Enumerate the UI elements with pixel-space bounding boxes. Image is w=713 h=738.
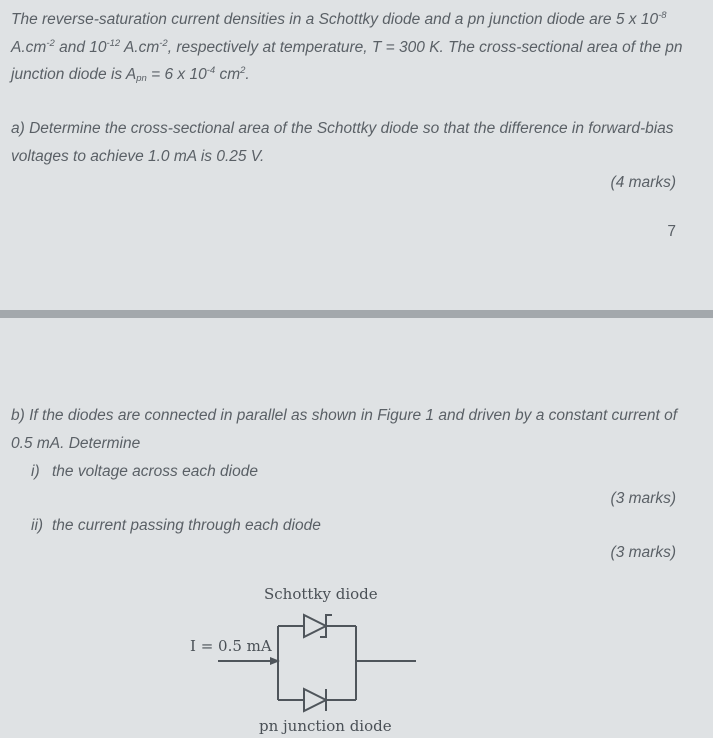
- current-source-label: I = 0.5 mA: [190, 637, 272, 655]
- item-text: the current passing through each diode: [52, 517, 321, 534]
- item-number: ii): [31, 517, 44, 534]
- circuit-diagram: [210, 603, 430, 713]
- item-number: i): [31, 463, 40, 480]
- question-a: a) Determine the cross-sectional area of the Schottky diode so that the difference in forward-bias voltages to achieve 1.0 mA is 0.25 V.: [11, 120, 674, 165]
- page-top: [0, 0, 713, 310]
- marks-b-i: (3 marks): [610, 490, 676, 507]
- marks-b-ii: (3 marks): [610, 544, 676, 561]
- pn-diode-label: pn junction diode: [259, 717, 392, 735]
- marks-a: (4 marks): [610, 174, 676, 191]
- page-bottom: [0, 318, 713, 738]
- question-b-i: [31, 463, 258, 481]
- item-text: the voltage across each diode: [52, 463, 258, 480]
- pn-diode-icon: [304, 689, 330, 711]
- schottky-diode-icon: [304, 615, 332, 637]
- page-divider: [0, 310, 713, 318]
- question-b: b) If the diodes are connected in parallel as shown in Figure 1 and driven by a constant current of 0.5 mA. Determine: [11, 407, 678, 452]
- page-number: 7: [667, 223, 676, 240]
- problem-statement: The reverse-saturation current densities in a Schottky diode and a pn junction diode are 5 x $10^{-8}$ $A.cm^{-2}$ and $10^{-12}$ $A.cm^{-2}$, respectively at temperature, T = 300 K. The cross-sectional area of the pn junction diode is $A_{pn} = 6$ x $10^{-4}$ $cm^2$.: [11, 10, 683, 84]
- schottky-diode-label: Schottky diode: [264, 585, 378, 603]
- question-b-ii: [31, 517, 321, 535]
